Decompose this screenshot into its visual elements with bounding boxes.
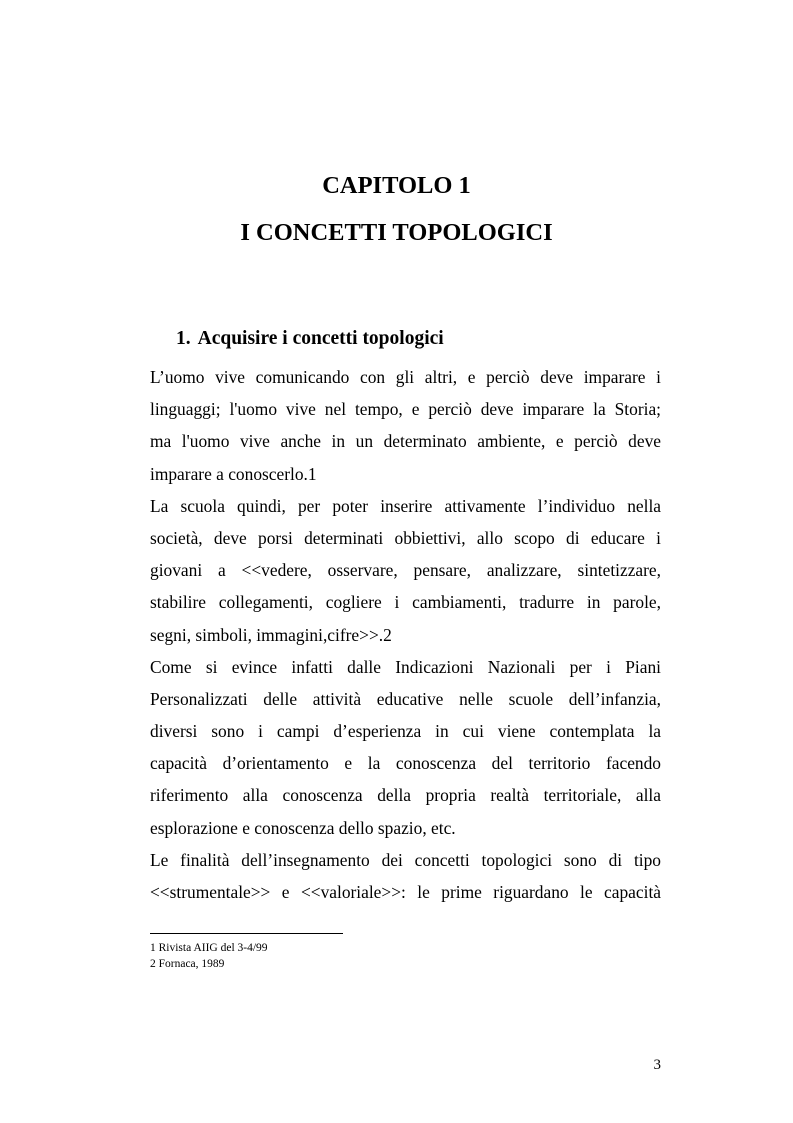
- text-line: esplorazione e conoscenza dello spazio, etc.: [150, 817, 456, 838]
- section-heading: [176, 326, 444, 352]
- section-title: Acquisire i concetti topologici: [197, 328, 444, 349]
- footnotes: [150, 940, 268, 972]
- text-line: Personalizzati delle attività educative nelle scuole dell’infanzia,: [150, 688, 661, 709]
- text-line: <<strumentale>> e <<valoriale>>: le prime riguardano le capacità: [150, 882, 661, 902]
- text-line: Come si evince infatti dalle Indicazioni Nazionali per i Piani: [150, 656, 661, 677]
- footnote: 2 Fornaca, 1989: [150, 958, 225, 970]
- section-number: 1.: [176, 328, 191, 349]
- footnote-divider: [150, 933, 343, 934]
- text-line: ma l'uomo vive anche in un determinato ambiente, e perciò deve: [150, 431, 661, 452]
- text-line: giovani a <<vedere, osservare, pensare, analizzare, sintetizzare,: [150, 560, 661, 581]
- text-line: diversi sono i campi d’esperienza in cui viene contemplata la: [150, 721, 661, 742]
- text-line: riferimento alla conoscenza della propria realtà territoriale, alla: [150, 785, 661, 806]
- page-number: 3: [653, 1057, 661, 1073]
- text-line: segni, simboli, immagini,cifre>>.2: [150, 624, 392, 645]
- text-line: L’uomo vive comunicando con gli altri, e perciò deve imparare i: [150, 367, 661, 387]
- text-line: società, deve porsi determinati obbiettivi, allo scopo di educare i: [150, 527, 661, 548]
- text-line: imparare a conoscerlo.1: [150, 463, 317, 484]
- chapter-number: CAPITOLO 1: [322, 172, 471, 199]
- text-line: Le finalità dell’insegnamento dei concetti topologici sono di tipo: [150, 849, 661, 870]
- chapter-title: I CONCETTI TOPOLOGICI: [240, 219, 553, 246]
- body-text: [150, 361, 661, 908]
- text-line: La scuola quindi, per poter inserire attivamente l’individuo nella: [150, 495, 661, 516]
- text-line: linguaggi; l'uomo vive nel tempo, e perciò deve imparare la Storia;: [150, 399, 661, 420]
- text-line: stabilire collegamenti, cogliere i cambiamenti, tradurre in parole,: [150, 592, 661, 613]
- text-line: capacità d’orientamento e la conoscenza del territorio facendo: [150, 753, 661, 774]
- footnote: 1 Rivista AIIG del 3-4/99: [150, 942, 268, 954]
